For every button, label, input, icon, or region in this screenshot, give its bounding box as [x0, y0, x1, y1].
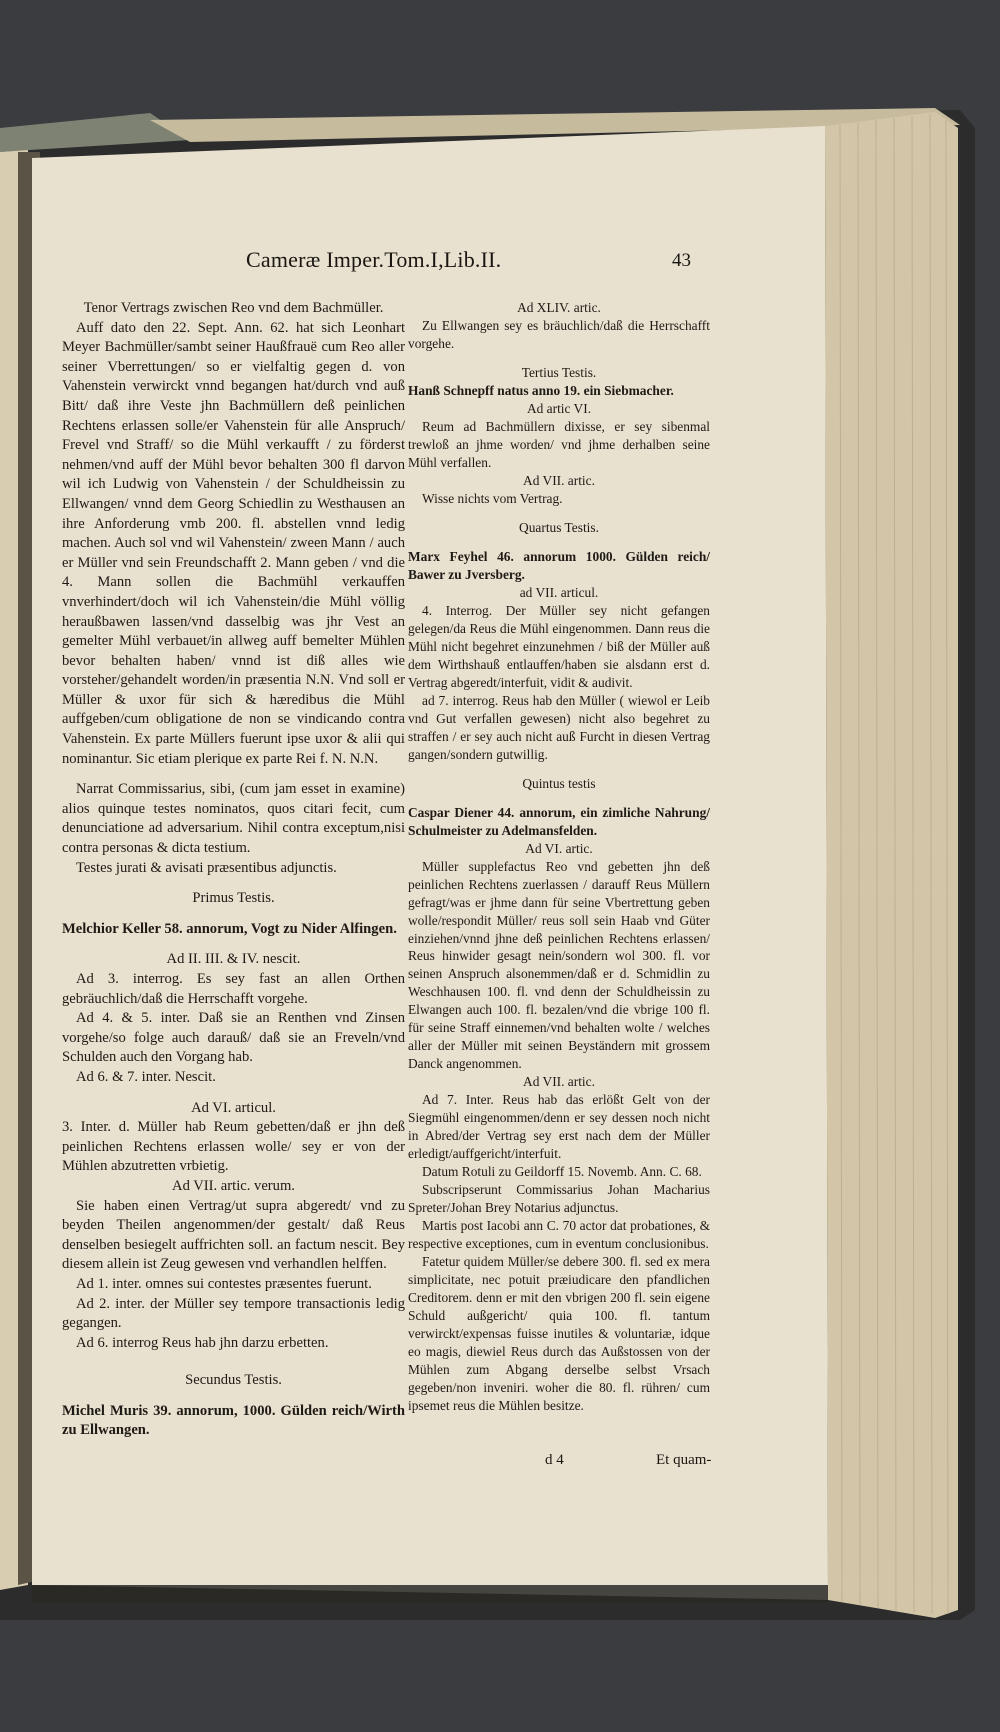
- page-bottom-shadow: [32, 1585, 828, 1603]
- datum-rotuli: Datum Rotuli zu Geildorff 15. Novemb. Ann. C. 68.: [422, 1164, 702, 1180]
- witness-2-ad-xliv-heading: Ad XLIV. artic.: [517, 300, 601, 315]
- page-edges: [825, 112, 958, 1618]
- page-number: 43: [672, 250, 691, 271]
- witness-3-ad-vii-text: Wisse nichts vom Vertrag.: [422, 490, 563, 506]
- witness-1-ad-3: Ad 3. interrog. Es sey fast an allen Orthen gebräuchlich/daß die Herrschafft vorgehe.: [62, 971, 405, 1007]
- witness-5-ad-vi-heading: Ad VI. artic.: [525, 840, 593, 856]
- tertius-testis-heading: Tertius Testis.: [521, 364, 597, 380]
- witness-5-ad-vii-heading: Ad VII. artic.: [523, 1074, 595, 1090]
- witness-1-ad-vi-text: 3. Inter. d. Müller hab Reum gebetten/daß er jhn deß peinlichen Rechtens erlassen wolle/ sey er von der Mühlen abzutretten vrbietig.: [62, 1119, 405, 1175]
- witness-1-ad-2-inter: Ad 2. inter. der Müller sey tempore transactionis ledig gegangen.: [62, 1295, 405, 1332]
- witness-3-name: Hanß Schnepff natus anno 19. ein Siebmacher.: [408, 382, 674, 398]
- fatetur-paragraph: Fatetur quidem Müller/se debere 300. fl. sed ex mera simplicitate, nec potuit præiudicare den pfandlichen Creditorem. denn er mit den vbrigen 200 fl. sein eigene Schuld außgericht/ quia 100. fl. tantum verwirckt/expensas fuisse inutiles & voluntariæ, idque eo magis, diewiel Reus durch das Außstossen von der Mühlen zum Abgang derselbe selbst Vrsach gegeben/non inveniri. woher die 80. fl. rühren/ cum ipsemet reus die Mühlen besitze.: [408, 1254, 710, 1414]
- witness-2-name: Michel Muris 39. annorum, 1000. Gülden reich/Wirth zu Ellwangen.: [62, 1402, 405, 1439]
- witness-1-ad-6-inter: Ad 6. interrog Reus hab jhn darzu erbetten.: [76, 1334, 329, 1351]
- witnesses-sworn: Testes jurati & avisati præsentibus adjunctis.: [76, 859, 337, 876]
- witness-1-ad-vi-heading: Ad VI. articul.: [191, 1099, 276, 1116]
- catchword: Et quam-: [656, 1452, 712, 1468]
- left-column: [62, 299, 405, 1441]
- witness-3-ad-vi-heading: Ad artic VI.: [526, 400, 592, 416]
- witness-1-ad-6-7: Ad 6. & 7. inter. Nescit.: [76, 1068, 216, 1085]
- witness-4-name: Marx Feyhel 46. annorum 1000. Gülden reich/ Bawer zu Jversberg.: [408, 548, 710, 582]
- witness-4-interrog-4: 4. Interrog. Der Müller sey nicht gefangen gelegen/da Reus die Mühl eingenommen. Dann reus die Mühl nicht begehret einzunehmen / biß der Müller auß dem Wirthshauß entlauffen/haben sie alsdann erst d. Vertrag abgeredt/interfuit, vidit & audivit.: [408, 602, 710, 690]
- secundus-testis-heading: Secundus Testis.: [185, 1372, 282, 1389]
- primus-testis-heading: Primus Testis.: [192, 890, 275, 907]
- right-column: [408, 299, 710, 1415]
- witness-1-ad-vii-text: Sie haben einen Vertrag/ut supra abgeredt/ vnd zu beyden Theilen angenommen/der gestalt/ daß Reus denselben besiegelt auffrichten soll. an factum nescit. Bey diesem allein ist Zeug gewesen vnd verhandlen helffen.: [62, 1197, 405, 1273]
- quintus-testis-heading: Quintus testis: [522, 775, 596, 791]
- tenor-heading: Tenor Vertrags zwischen Reo vnd dem Bachmüller.: [83, 300, 384, 316]
- witness-5-ad-vi-text: Müller supplefactus Reo vnd gebetten jhn deß peinlichen Rechtens zuerlassen / darauff Reus Müllern gefragt/was er jhme dann für seine Vbertrettung geben wolle/respondit Müller/ reus soll sein Haab vnd Güter einziehen/vnnd jhne deß peinlichen Rechtens erlassen/ Reus hinwider gesagt nein/sondern wol 300. fl. vor seinen Anspruch alsonemmen/daß er d. Schmidlin zu Weschhausen 100. fl. vnd denn der Schuldheissin zu Elwangen auch 100. fl. bezalen/vnd die vbrige 100 fl. für seine Straff einnemen/vnd behalten wolte / welches aller der Müller mit seinen Beyständern mit grossem Danck angenommen.: [408, 858, 710, 1072]
- witness-4-ad-vii-heading: ad VII. articul.: [519, 584, 599, 600]
- witness-3-ad-vi-text: Reum ad Bachmüllern dixisse, er sey sibenmal trewloß an jhme worden/ vnd jhme derhalben seine Mühl verfallen.: [408, 418, 710, 470]
- subscripserunt: Subscripserunt Commissarius Johan Macharius Spreter/Johan Brey Notarius adjunctus.: [408, 1182, 710, 1216]
- witness-1-ad-1-inter: Ad 1. inter. omnes sui contestes præsentes fuerunt.: [76, 1275, 372, 1292]
- running-head: Cameræ Imper.Tom.I,Lib.II.: [246, 247, 502, 272]
- witness-1-name: Melchior Keller 58. annorum, Vogt zu Nider Alfingen.: [62, 920, 397, 937]
- witness-1-ad-2-3-4: Ad II. III. & IV. nescit.: [166, 951, 301, 968]
- witness-4-interrog-7: ad 7. interrog. Reus hab den Müller ( wiewol er Leib vnd Gut verfallen gewesen) nicht also begehret zu straffen / er sey auch nicht auß Furcht in diesen Vertrag gangen/sondern gutwillig.: [408, 692, 710, 762]
- contract-paragraph: Auff dato den 22. Sept. Ann. 62. hat sich Leonhart Meyer Bachmüller/sambt seiner Haußfrauë cum Reo aller seiner Vberrettungen/ so er vielfaltig gegen d. von Vahenstein verwirckt vnnd begangen hat/durch vnd auß Bitt/ daß ihre Veste jhn Bachmüllern deß peinlichen Rechtens erlassen solle/er Vahenstein für alle Anspruch/ Frevel vnd Straff/ so die Mühl verkaufft / zu förderst nehmen/vnd auff der Mühl bevor behalten 300 fl darvon wil ich Ludwig von Vahenstein / der Schuldheissin zu Ellwangen/ vnnd dem Georg Schiedlin zu Westhausen an ihre Anforderung vmb 200. fl. abstellen vnnd ledig machen. Auch sol vnd wil Vahenstein/ zween Mann / auch er Müller vnd sein Freundschafft 2. Mann geben / vnd die 4. Mann sollen die Bachmühl verkauffen vnverhindert/doch wil ich Vahenstein/die Mühl völlig heraußbawen lassen/vnd dasselbig was jhr Vest an gemelter Mühl verbauet/in allweg auff bemelter Mühlen bevor behalten haben/ vnnd ist diß alles wie vorsteher/gehandelt worden/in præsentia N.N. Vnd soll er Müller & uxor für sich & hæredibus die Mühl auffgeben/cum obligatione de non se vindicando contra Vahenstein. Ex parte Müllers fuerunt ipse uxor & alii qui nominantur. Sic etiam plerique ex parte Rei f. N. N.N.: [62, 319, 405, 767]
- witness-3-ad-vii-heading: Ad VII. artic.: [523, 472, 595, 488]
- martis-post-iacobi: Martis post Iacobi ann C. 70 actor dat probationes, & respective exceptiones, cum in eventum conclusionibus.: [408, 1218, 710, 1252]
- quartus-testis-heading: Quartus Testis.: [519, 519, 599, 535]
- witness-1-ad-vii-heading: Ad VII. artic. verum.: [172, 1177, 295, 1194]
- commissioner-paragraph: Narrat Commissarius, sibi, (cum jam esset in examine) alios quinque testes nominatos, quos citari fecit, cum denunciatione ad adversarium. Nihil contra exceptum,nisi contra personas & dicta testium.: [62, 781, 405, 857]
- witness-5-name: Caspar Diener 44. annorum, ein zimliche Nahrung/ Schulmeister zu Adelmansfelden.: [408, 804, 710, 838]
- witness-5-ad-vii-text: Ad 7. Inter. Reus hab das erlößt Gelt von der Siegmühl eingenommen/denn er sey dessen noch nicht in Abred/der Vertrag sey erst nach dem der Müller erledigt/auffgericht/interfuit.: [408, 1092, 710, 1162]
- signature-mark: d 4: [545, 1452, 564, 1468]
- witness-2-ad-xliv-text: Zu Ellwangen sey es bräuchlich/daß die Herrschafft vorgehe.: [408, 317, 710, 351]
- witness-1-ad-4-5: Ad 4. & 5. inter. Daß sie an Renthen vnd Zinsen vorgehe/so folge auch darauß/ daß sie an Freveln/vnd Schulden auch den Vorgang hab.: [62, 1010, 405, 1066]
